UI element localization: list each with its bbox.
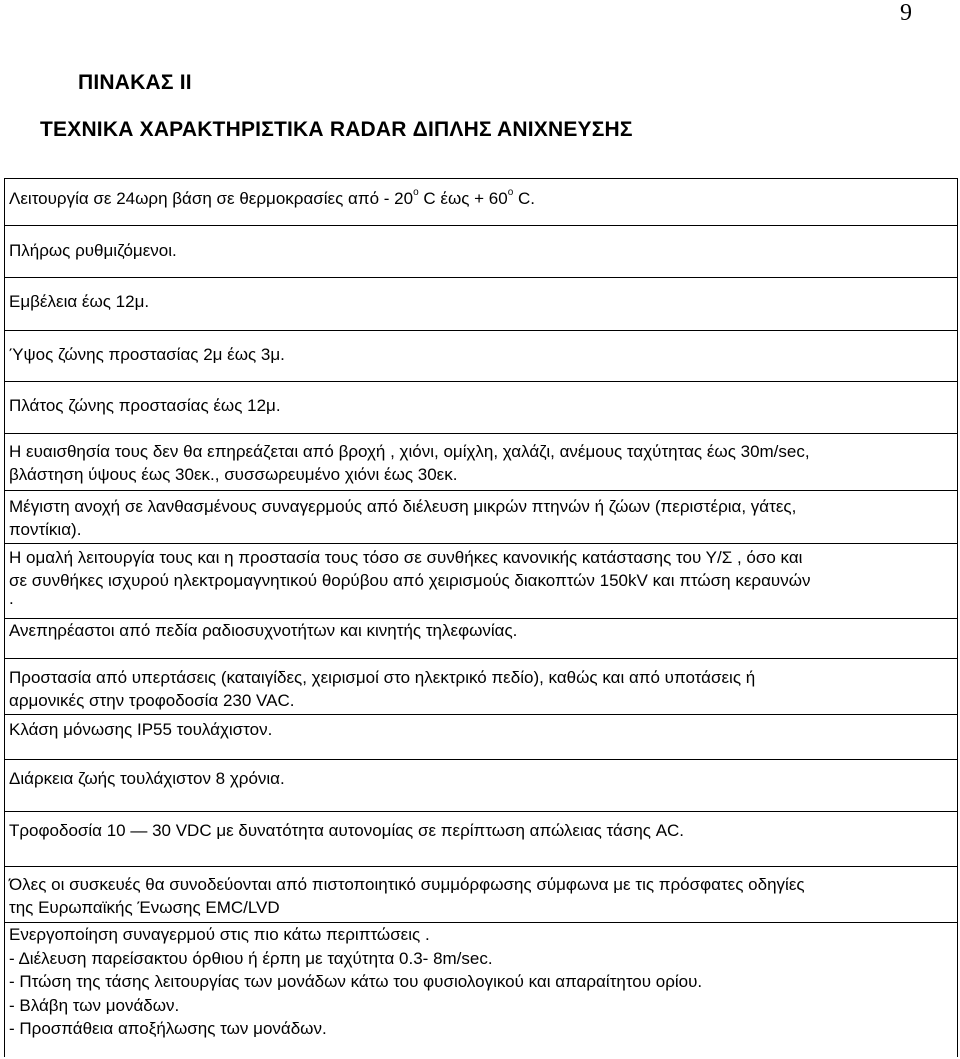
row-text-line: - Βλάβη των μονάδων. [9, 995, 180, 1015]
specs-table [4, 178, 958, 1057]
degree-superscript: o [507, 187, 514, 198]
degree-superscript: o [413, 187, 419, 198]
row-text-line: - Πτώση της τάσης λειτουργίας των μονάδων κάτω του φυσιολογικού και απαραίτητου ορίου. [9, 972, 703, 991]
row-text-line: Η ευαισθησία τους δεν θα επηρεάζεται από βροχή , χιόνι, ομίχλη, χαλάζι, ανέμους ταχύτητας έως 30m/sec, [9, 442, 810, 461]
row-text-line: Προστασία από υπερτάσεις (καταιγίδες, χειρισμοί στο ηλεκτρικό πεδίο), καθώς και από υποτάσεις ή [9, 668, 756, 687]
table-label: ΠΙΝΑΚΑΣ ΙΙ [78, 71, 192, 94]
table-row [5, 278, 957, 331]
row-text: Κλάση μόνωσης IP55 τουλάχιστον. [9, 720, 273, 739]
table-row [5, 382, 957, 434]
row-text: Διάρκεια ζωής τουλάχιστον 8 χρόνια. [9, 769, 285, 788]
table-row [5, 179, 957, 226]
table-row [5, 923, 957, 1058]
row-text: Ύψος ζώνης προστασίας 2μ έως 3μ. [9, 345, 285, 364]
row-text-line: Η ομαλή λειτουργία τους και η προστασία τους τόσο σε συνθήκες κανονικής κατάστασης του Υ/Σ , όσο και [9, 548, 803, 567]
table-row [5, 491, 957, 544]
row-text: Ανεπηρέαστοι από πεδία ραδιοσυχνοτήτων και κινητής τηλεφωνίας. [9, 621, 518, 640]
page-number: 9 [900, 0, 912, 26]
row-text: Πλήρως ρυθμιζόμενοι. [9, 241, 177, 260]
row-text-line: αρμονικές στην τροφοδοσία 230 VAC. [9, 691, 295, 710]
row-text-line: . [9, 589, 14, 608]
table-row [5, 331, 957, 382]
table-title: ΤΕΧΝΙΚΑ ΧΑΡΑΚΤΗΡΙΣΤΙΚΑ RADAR ΔΙΠΛΗΣ ΑΝΙΧΝΕΥΣΗΣ [40, 118, 633, 141]
table-row [5, 867, 957, 923]
row-text-line: - Προσπάθεια αποξήλωσης των μονάδων. [9, 1019, 327, 1038]
row-text-line: Μέγιστη ανοχή σε λανθασμένους συναγερμούς από διέλευση μικρών πτηνών ή ζώων (περιστέρια, γάτες, [9, 497, 797, 516]
table-row [5, 812, 957, 867]
table-row [5, 715, 957, 760]
table-row [5, 226, 957, 278]
row-text-line: σε συνθήκες ισχυρού ηλεκτρομαγνητικού θορύβου από χειρισμούς διακοπτών 150kV και πτώση κεραυνών [9, 571, 811, 590]
row-text-line: ποντίκια). [9, 520, 82, 539]
row-text: Λειτουργία σε 24ωρη βάση σε θερμοκρασίες από - 20$^o$ C $έ\omega\varsigma + 60^o$ C. [9, 187, 535, 208]
row-text-line: βλάστηση ύψους έως 30εκ., συσσωρευμένο χιόνι έως 30εκ. [9, 465, 458, 484]
table-row [5, 659, 957, 715]
row-text: Τροφοδοσία 10 — 30 VDC με δυνατότητα αυτονομίας σε περίπτωση απώλειας τάσης AC. [9, 821, 685, 840]
row-text-line: της Ευρωπαϊκής Ένωσης EMC/LVD [9, 898, 280, 917]
table-row [5, 619, 957, 659]
row-text-line: Ενεργοποίηση συναγερμού στις πιο κάτω περιπτώσεις . [9, 925, 430, 944]
row-text-line: Όλες οι συσκευές θα συνοδεύονται από πιστοποιητικό συμμόρφωσης σύμφωνα με τις πρόσφατες οδηγίες [9, 875, 805, 894]
table-row [5, 760, 957, 812]
row-text-line: - Διέλευση παρείσακτου όρθιου ή έρπη με ταχύτητα 0.3- 8m/sec. [9, 948, 493, 968]
table-row [5, 434, 957, 491]
row-text: Εμβέλεια έως 12μ. [9, 292, 150, 311]
row-text: Πλάτος ζώνης προστασίας έως 12μ. [9, 396, 281, 415]
table-row [5, 544, 957, 619]
